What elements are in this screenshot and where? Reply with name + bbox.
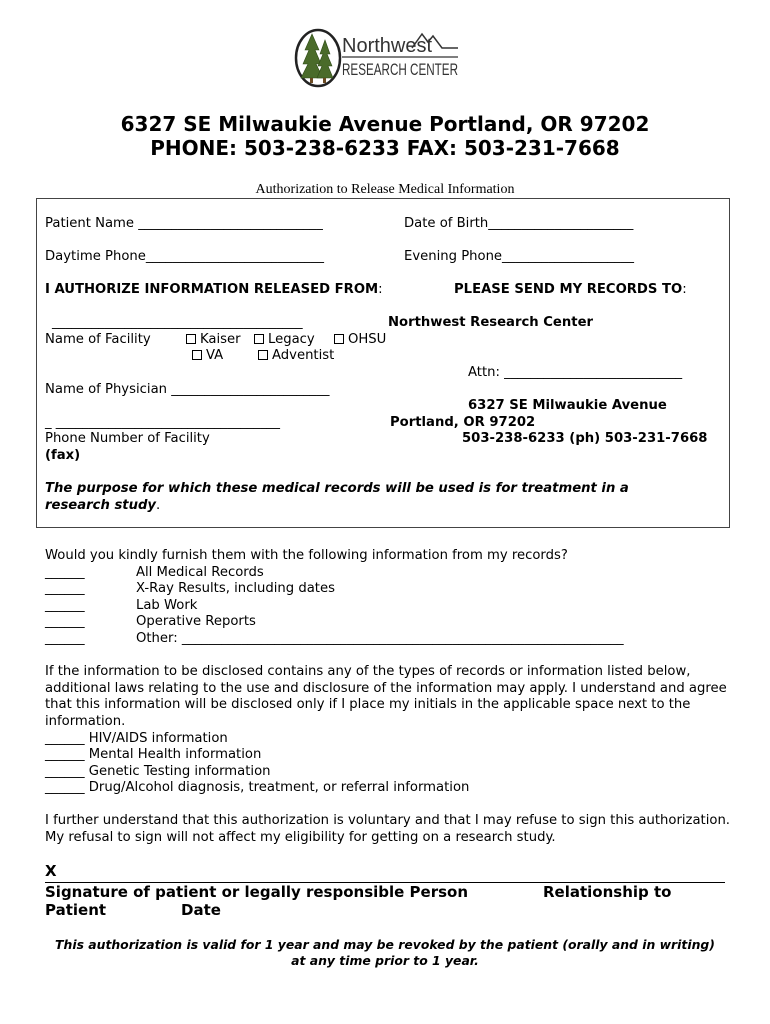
kaiser-checkbox[interactable] <box>186 334 196 344</box>
hiv-initials-item[interactable]: ______ HIV/AIDS information <box>45 731 228 746</box>
facility-label: Name of Facility <box>45 332 151 347</box>
voluntary-statement: I further understand that this authorization is voluntary and that I may refuse to sign this authorization. My refusal to sign will not affect my eligibility for getting on a research study. <box>45 813 731 845</box>
recipient-phones: 503-238-6233 (ph) 503-231-7668 <box>462 431 708 446</box>
physician-name-field[interactable]: Name of Physician ________________________ <box>45 382 330 397</box>
purpose-text: The purpose for which these medical records will be used is for treatment in a research study <box>45 481 629 513</box>
mental-health-initials-item[interactable]: ______ Mental Health information <box>45 747 262 762</box>
validity-notice-line2: at any time prior to 1 year. <box>291 953 479 968</box>
recipient-city: Portland, OR 97202 <box>390 415 536 430</box>
option-va[interactable] <box>192 348 223 364</box>
option-kaiser[interactable] <box>186 332 241 348</box>
option-legacy[interactable] <box>254 332 315 348</box>
recipient-name: Northwest Research Center <box>388 315 594 330</box>
operative-label: Operative Reports <box>136 614 256 629</box>
facility-phone-label: Phone Number of Facility <box>45 431 210 446</box>
drug-alcohol-initials-item[interactable]: ______ Drug/Alcohol diagnosis, treatment, or referral information <box>45 780 470 795</box>
xray-label: X-Ray Results, including dates <box>136 581 335 596</box>
lab-work-label: Lab Work <box>136 598 198 613</box>
validity-notice-line1: This authorization is valid for 1 year and may be revoked by the patient (orally and in writing) <box>55 937 715 952</box>
send-to-heading <box>454 282 687 298</box>
lab-work-blank[interactable]: ______ <box>45 598 85 613</box>
authorize-from-heading <box>45 282 383 298</box>
adventist-checkbox[interactable] <box>258 350 268 360</box>
signature-label: Signature of patient or legally responsible Person <box>45 883 469 901</box>
signature-x-mark: X <box>45 862 57 880</box>
attn-field[interactable]: Attn: ___________________________ <box>468 365 683 380</box>
xray-blank[interactable]: ______ <box>45 581 85 596</box>
logo-text-northwest: Northwest <box>342 35 433 57</box>
authorize-from-text: I AUTHORIZE INFORMATION RELEASED FROM <box>45 282 379 297</box>
facility-name-line[interactable]: ______________________________________ <box>52 315 303 330</box>
operative-blank[interactable]: ______ <box>45 614 85 629</box>
patient-label: Patient <box>45 901 107 919</box>
facility-phone-line[interactable]: _ __________________________________ <box>45 415 280 430</box>
va-checkbox[interactable] <box>192 350 202 360</box>
other-field[interactable]: Other: ___________________________________________________________________ <box>136 631 624 646</box>
form-title: Authorization to Release Medical Information <box>255 182 515 197</box>
fax-label: (fax) <box>45 448 81 463</box>
northwest-research-center-logo <box>292 26 460 90</box>
sensitive-info-paragraph: If the information to be disclosed contains any of the types of records or information listed below, additional laws relating to the use and disclosure of the information may apply. I understand and agree that this information will be disclosed only if I place my initials in the applicable space next to the information. <box>45 664 727 729</box>
records-intro: Would you kindly furnish them with the following information from my records? <box>45 548 568 563</box>
genetic-testing-initials-item[interactable]: ______ Genetic Testing information <box>45 764 271 779</box>
date-label: Date <box>181 901 221 919</box>
legacy-label: Legacy <box>268 332 315 347</box>
other-blank[interactable]: ______ <box>45 631 85 646</box>
clinic-phone-fax: PHONE: 503-238-6233 FAX: 503-231-7668 <box>150 136 620 160</box>
send-to-text: PLEASE SEND MY RECORDS TO <box>454 282 683 297</box>
kaiser-label: Kaiser <box>200 332 241 347</box>
clinic-address: 6327 SE Milwaukie Avenue Portland, OR 97202 <box>120 112 650 136</box>
purpose-statement <box>45 481 675 514</box>
logo-text-research-center: RESEARCH CENTER <box>342 60 458 79</box>
ohsu-checkbox[interactable] <box>334 334 344 344</box>
patient-name-field[interactable]: Patient Name ____________________________ <box>45 216 323 231</box>
authorize-from-colon: : <box>378 282 383 297</box>
ohsu-label: OHSU <box>348 332 387 347</box>
recipient-street: 6327 SE Milwaukie Avenue <box>468 398 667 413</box>
purpose-period: . <box>156 497 161 513</box>
authorization-box <box>36 198 730 528</box>
date-of-birth-field[interactable]: Date of Birth______________________ <box>404 216 634 231</box>
relationship-label: Relationship to <box>543 883 672 901</box>
evening-phone-field[interactable]: Evening Phone____________________ <box>404 249 634 264</box>
option-ohsu[interactable] <box>334 332 386 348</box>
va-label: VA <box>206 348 224 363</box>
daytime-phone-field[interactable]: Daytime Phone___________________________ <box>45 249 324 264</box>
send-to-colon: : <box>682 282 687 297</box>
all-records-label: All Medical Records <box>136 565 264 580</box>
option-adventist[interactable] <box>258 348 334 364</box>
adventist-label: Adventist <box>272 348 335 363</box>
all-records-blank[interactable]: ______ <box>45 565 85 580</box>
legacy-checkbox[interactable] <box>254 334 264 344</box>
